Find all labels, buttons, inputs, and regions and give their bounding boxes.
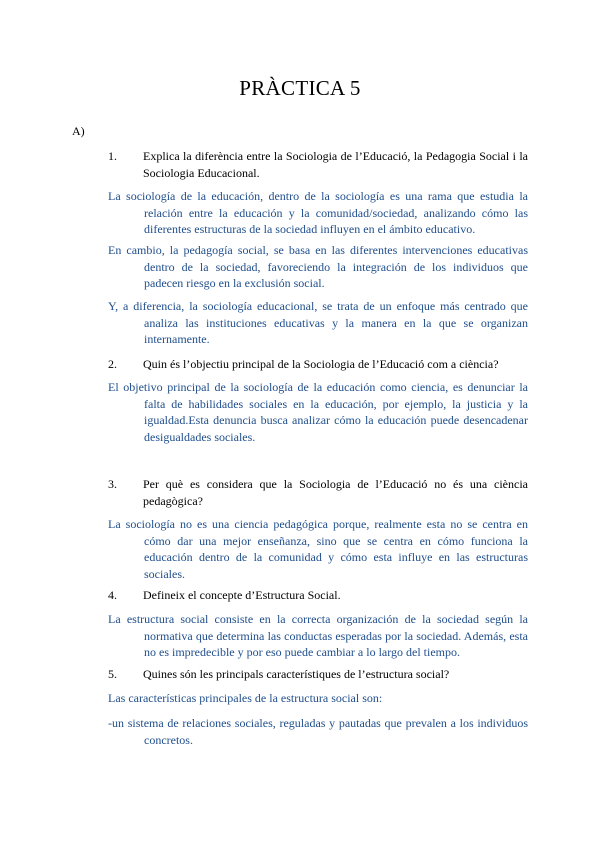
question-5 (108, 666, 528, 683)
answer-paragraph: Las características principales de la estructura social son: (108, 691, 383, 705)
answer-paragraph: La sociología de la educación, dentro de la sociología es una rama que estudia la relación entre la educación y la comunidad/sociedad, analizando cómo las diferentes estructuras de la sociedad influyen en el ámbito educativo. (108, 189, 528, 236)
answer-paragraph: Y, a diferencia, la sociología educacional, se trata de un enfoque más centrado que analiza las instituciones educativas y la manera en la que se organizan internamente. (108, 299, 528, 346)
question-text: Quines són les principals característiques de l’estructura social? (143, 667, 450, 681)
question-text: Explica la diferència entre la Sociologia de l’Educació, la Pedagogia Social i la Sociologia Educacional. (143, 149, 528, 180)
page-title: PRÀCTICA 5 (239, 76, 361, 100)
question-4 (108, 587, 528, 604)
answer-paragraph: El objetivo principal de la sociología de la educación como ciencia, es denunciar la falta de habilidades sociales en la educación, por ejemplo, la justicia y la igualdad.Esta denuncia busca analizar cómo la educación puede desencadenar desigualdades sociales. (108, 380, 528, 444)
question-number: 1. (108, 149, 117, 163)
answer-paragraph: La sociología no es una ciencia pedagógica porque, realmente esta no se centra en cómo dar una mejor enseñanza, sino que se centra en cómo funciona la educación dentro de la comunidad y cómo esta influye en las estructuras sociales. (108, 517, 528, 581)
answer-paragraph: -un sistema de relaciones sociales, reguladas y pautadas que prevalen a los individuos concretos. (108, 716, 528, 747)
question-number: 5. (108, 667, 117, 681)
question-number: 4. (108, 588, 117, 602)
question-number: 2. (108, 357, 117, 371)
question-text: Defineix el concepte d’Estructura Social. (143, 588, 341, 602)
question-1 (108, 148, 528, 182)
answer-paragraph: En cambio, la pedagogía social, se basa en las diferentes intervenciones educativas dentro de la sociedad, favoreciendo la integración de los individuos que padecen riesgo en la exclusión social. (108, 243, 528, 290)
question-3 (108, 476, 528, 510)
section-label: A) (72, 124, 85, 138)
answer-paragraph: La estructura social consiste en la correcta organización de la sociedad según la normativa que determina las conductas esperadas por la sociedad. Además, esta no es impredecible y por eso puede cambiar a lo largo del tiempo. (108, 612, 528, 659)
question-text: Per què es considera que la Sociologia de l’Educació no és una ciència pedagògica? (143, 477, 528, 508)
question-2 (108, 356, 528, 373)
question-number: 3. (108, 477, 117, 491)
question-text: Quin és l’objectiu principal de la Sociologia de l’Educació com a ciència? (143, 357, 499, 371)
